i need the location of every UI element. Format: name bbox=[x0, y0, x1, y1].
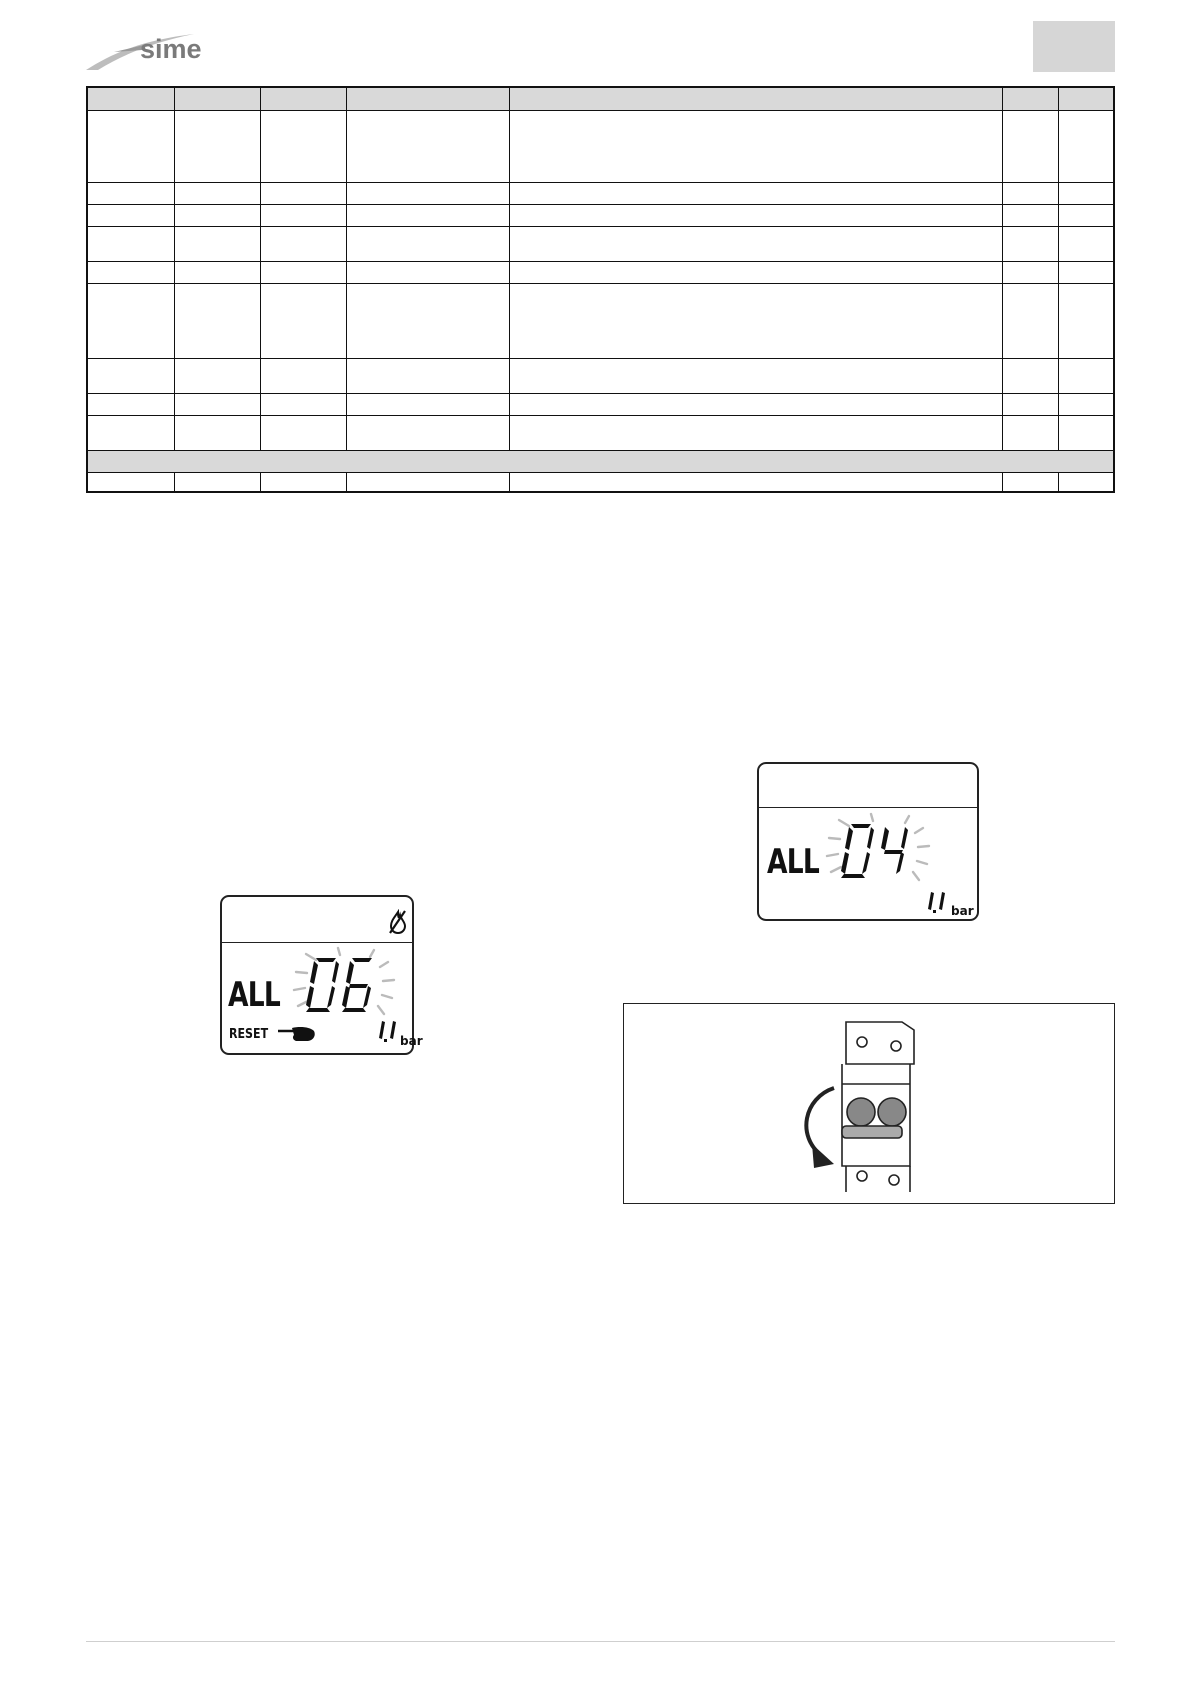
column-divider bbox=[1058, 88, 1059, 450]
column-divider bbox=[509, 472, 510, 492]
column-divider bbox=[1002, 88, 1003, 450]
table-row bbox=[88, 393, 1113, 394]
footer-rule bbox=[86, 1641, 1115, 1642]
lcd-reset-label: RESET bbox=[229, 1027, 269, 1042]
column-divider bbox=[260, 472, 261, 492]
column-divider bbox=[174, 472, 175, 492]
table-row bbox=[88, 182, 1113, 183]
lcd-pressure-digits bbox=[377, 1019, 399, 1045]
table-header-row bbox=[88, 88, 1113, 111]
lcd-display-all06 bbox=[220, 895, 423, 1055]
column-divider bbox=[1058, 472, 1059, 492]
table-section-band bbox=[88, 450, 1113, 473]
table-row bbox=[88, 204, 1113, 205]
lcd-alarm-label: ALL bbox=[228, 975, 280, 1015]
column-divider bbox=[1002, 472, 1003, 492]
pointing-hand-icon bbox=[278, 1025, 318, 1043]
circuit-breaker-icon bbox=[794, 1016, 944, 1192]
table-row bbox=[88, 415, 1113, 416]
column-divider bbox=[260, 88, 261, 450]
table-row bbox=[88, 261, 1113, 262]
lcd-error-code-04 bbox=[825, 808, 937, 890]
column-divider bbox=[346, 472, 347, 492]
page-number-tab bbox=[1033, 21, 1115, 72]
table-row bbox=[88, 358, 1113, 359]
column-divider bbox=[346, 88, 347, 450]
column-divider bbox=[509, 88, 510, 450]
table-row bbox=[88, 283, 1113, 284]
lcd-display-all04 bbox=[757, 762, 979, 921]
table-row bbox=[88, 226, 1113, 227]
column-divider bbox=[174, 88, 175, 450]
lcd-alarm-label: ALL bbox=[767, 842, 819, 882]
lcd-pressure-unit: bar bbox=[951, 904, 974, 918]
error-code-table bbox=[86, 86, 1115, 493]
lcd-error-code-06 bbox=[292, 942, 402, 1024]
flame-off-icon bbox=[387, 909, 409, 935]
logo-text: sime bbox=[140, 34, 202, 64]
sime-logo bbox=[84, 22, 244, 74]
lcd-pressure-digits bbox=[926, 890, 950, 916]
circuit-breaker-figure bbox=[623, 1003, 1115, 1204]
lcd-pressure-unit: bar bbox=[400, 1034, 423, 1048]
